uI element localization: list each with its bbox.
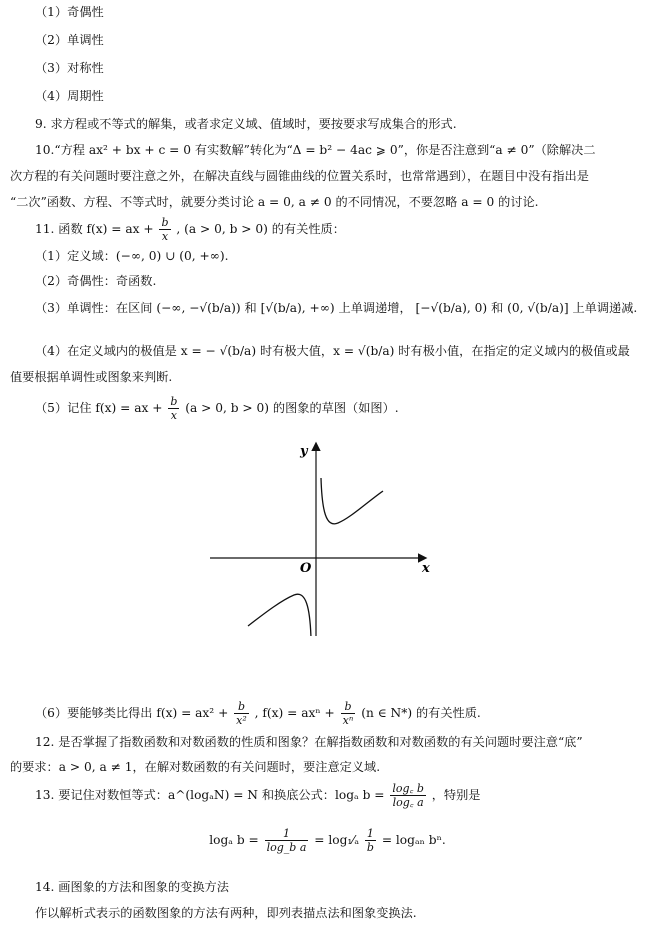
item-13 [35,782,481,809]
function-graph [210,436,440,636]
fraction-b-over-x-2 [168,395,179,422]
fraction-b-over-x [159,216,170,243]
mono-text-e: 上单调递减. [572,301,638,315]
frac-num: b [161,216,169,229]
formula-block [0,827,655,854]
extrema-text-b: 时有极大值，x = [259,344,355,358]
curve-negative-branch [248,594,311,636]
interval-2: [√(b/a), +∞) [260,301,335,315]
frac-den: xⁿ [342,714,354,727]
sketch-text-b: (a > 0, b > 0) 的图象的草图（如图）. [185,401,399,415]
analogy-text-c: (n ∈ N*) 的有关性质. [361,706,481,720]
property-parity: （1）奇偶性 [35,5,104,19]
item-11-domain: （1）定义域：(−∞, 0) ∪ (0, +∞). [35,249,229,263]
item-14-heading: 14. 画图象的方法和图象的变换方法 [35,880,229,894]
interval-4: (0, √(b/a)] [507,301,569,315]
item-12-line-1: 12. 是否掌握了指数函数和对数函数的性质和图象？在解指数函数和对数函数的有关问题时要注意“底” [35,735,583,749]
item-11-odd: （2）奇偶性：奇函数. [35,274,157,288]
fraction-one-over-b [365,827,376,854]
frac-num: b [234,700,249,714]
item-11-monotonic [35,300,637,316]
item-11-head-text-a: 11. 函数 f(x) = ax + [35,222,154,236]
formula-text-a: logₐ b = [209,833,259,847]
mono-text-c: 上单调递增， [338,301,412,315]
interval-3: [−√(b/a), 0) [415,301,488,315]
item-10-line-2: 次方程的有关问题时要注意之外，在解决直线与圆锥曲线的位置关系时，也常常遇到），在题目中没有指出是 [10,169,589,183]
item-11-extrema-line-2: 值要根据单调性或图象来判断. [10,370,173,384]
property-monotonicity: （2）单调性 [35,33,104,47]
item-11-heading [35,216,345,243]
extrema-sqrt-1: √(b/a) [219,344,257,358]
fraction-one-over-logba [265,827,309,854]
y-axis-label: y [300,444,308,459]
item-12-line-2: 的要求：a > 0, a ≠ 1，在解对数函数的有关问题时，要注意定义域. [10,760,381,774]
item-11-analogy [35,700,481,727]
item-10-line-1: 10.“方程 ax² + bx + c = 0 有实数解”转化为“Δ = b² − 4ac ⩾ 0”，你是否注意到“a ≠ 0”（除解决二 [35,143,596,157]
item-13-text-b: ，特别是 [431,788,481,802]
sketch-text-a: （5）记住 f(x) = ax + [35,401,163,415]
item-13-text-a: 13. 要记住对数恒等式：a^(logₐN) = N 和换底公式：logₐ b = [35,788,385,802]
frac-num: log꜀ b [392,782,424,795]
extrema-text-c: 时有极小值，在指定的定义域内的极值或最 [398,344,630,358]
fraction-b-over-xn [341,700,356,727]
frac-den: log_b a [266,841,307,854]
item-11-sketch [35,395,399,422]
item-10-line-3: “二次”函数、方程、不等式时，就要分类讨论 a = 0, a ≠ 0 的不同情况，不要忽略 a = 0 的讨论. [10,195,539,209]
frac-den: b [366,841,374,854]
item-14-body: 作以解析式表示的函数图象的方法有两种，即列表描点法和图象变换法. [35,906,417,920]
analogy-text-a: （6）要能够类比得出 f(x) = ax² + [35,706,229,720]
property-periodicity: （4）周期性 [35,89,104,103]
mono-text-d: 和 [491,301,504,315]
frac-num: b [170,395,178,408]
item-11-extrema [35,343,630,359]
frac-den: log꜀ a [392,796,424,809]
frac-num: b [341,700,356,714]
extrema-text-a: （4）在定义域内的极值是 x = − [35,344,216,358]
fraction-change-of-base [390,782,426,809]
x-axis-label: x [422,561,430,576]
property-symmetry: （3）对称性 [35,61,104,75]
frac-den: x [170,409,177,422]
frac-num: 1 [265,827,309,841]
curve-positive-branch [321,478,383,524]
origin-label: O [300,561,312,576]
frac-num: 1 [365,827,376,841]
mono-text-b: 和 [244,301,257,315]
formula-text-b: = log₁⁄ₐ [314,833,360,847]
extrema-sqrt-2: √(b/a) [357,344,395,358]
mono-text-a: （3）单调性：在区间 [35,301,153,315]
item-9: 9. 求方程或不等式的解集，或者求定义域、值域时，要按要求写成集合的形式. [35,117,457,131]
item-11-head-text-b: , (a > 0, b > 0) 的有关性质： [176,222,345,236]
analogy-text-b: , f(x) = axⁿ + [254,706,335,720]
frac-den: x² [236,714,247,727]
frac-den: x [161,230,169,243]
fraction-b-over-x2 [234,700,249,727]
interval-1: (−∞, −√(b/a)) [156,301,241,315]
formula-text-c: = logₐₙ bⁿ. [381,833,446,847]
